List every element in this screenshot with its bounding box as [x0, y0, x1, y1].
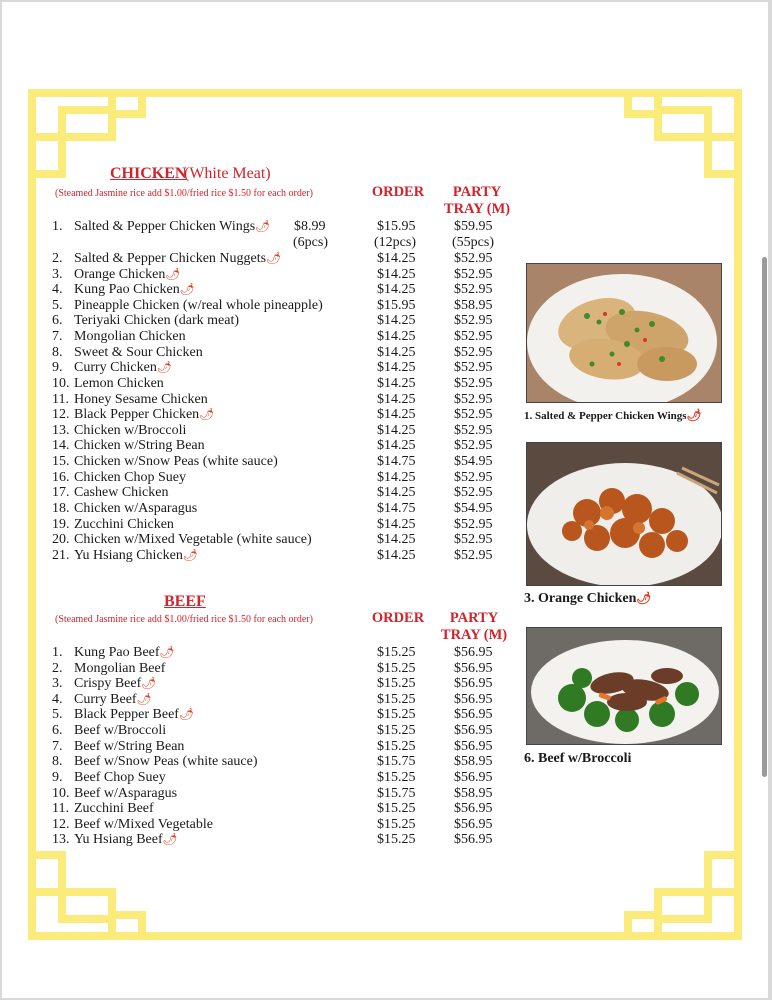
wings-party-qty: (55pcs) — [452, 235, 494, 250]
menu-item-row — [2, 313, 522, 329]
menu-item-row — [2, 251, 522, 267]
menu-item-row — [2, 532, 522, 548]
item-order-price: $14.75 — [377, 500, 416, 516]
menu-item-row — [2, 407, 522, 423]
item-party-price: $54.95 — [454, 454, 493, 470]
item-party-price: $52.95 — [454, 251, 493, 266]
item-name — [74, 832, 178, 848]
item-party-price: $56.95 — [454, 676, 493, 692]
menu-item-row — [2, 754, 522, 770]
item-number: 1. — [52, 219, 63, 234]
item-party-price: $52.95 — [454, 391, 493, 407]
item-order-price: $15.25 — [377, 801, 416, 817]
menu-item-row — [2, 360, 522, 376]
item-name-text: Curry Chicken — [74, 360, 157, 376]
item-order-price: $15.25 — [377, 816, 416, 832]
wings-small-qty: (6pcs) — [293, 235, 328, 250]
item-number: 7. — [52, 329, 63, 345]
item-order-price: $15.95 — [377, 297, 416, 313]
item-number: 14. — [52, 438, 70, 454]
item-order-price: $14.25 — [377, 282, 416, 298]
beef-col-party-line2: TRAY (M) — [440, 627, 508, 643]
item-name-text: Beef w/Mixed Vegetable — [74, 816, 213, 832]
item-party-price: $59.95 — [454, 219, 493, 234]
item-name-text: Beef w/Asparagus — [74, 785, 178, 801]
item-name-text: Curry Beef — [74, 691, 137, 707]
item-name-text: Yu Hsiang Beef — [74, 832, 163, 848]
item-name — [74, 329, 186, 345]
item-order-price: $15.25 — [377, 723, 416, 739]
item-order-price: $14.25 — [377, 422, 416, 438]
item-order-price: $14.75 — [377, 454, 416, 470]
item-order-price: $15.75 — [377, 754, 416, 770]
item-order-price: $15.95 — [377, 219, 416, 234]
item-name-text: Mongolian Chicken — [74, 329, 186, 345]
chicken-rice-note: (Steamed Jasmine rice add $1.00/fried rice $1.50 for each order) — [55, 188, 313, 199]
item-party-price: $52.95 — [454, 407, 493, 423]
item-party-price: $52.95 — [454, 375, 493, 391]
item-order-price: $15.25 — [377, 660, 416, 676]
item-number: 21. — [52, 547, 70, 563]
item-order-price: $14.25 — [377, 469, 416, 485]
item-party-price: $52.95 — [454, 532, 493, 548]
item-name-text: Chicken w/Broccoli — [74, 422, 187, 438]
photo-caption-beef-broccoli: 6. Beef w/Broccoli — [524, 751, 632, 766]
item-number: 11. — [52, 801, 69, 817]
item-name — [74, 676, 157, 692]
chili-icon: 🌶 — [178, 707, 195, 722]
item-name-text: Kung Pao Chicken — [74, 282, 180, 298]
border-corner-top-right — [658, 93, 738, 137]
menu-item-row — [2, 723, 522, 739]
item-party-price: $52.95 — [454, 422, 493, 438]
item-number: 12. — [52, 816, 70, 832]
menu-item-row — [2, 661, 522, 677]
border-corner-bottom-left — [32, 892, 112, 936]
item-order-price: $15.75 — [377, 785, 416, 801]
menu-item-row — [2, 329, 522, 345]
item-order-price: $15.25 — [377, 707, 416, 723]
item-name-text: Salted & Pepper Chicken Wings — [74, 219, 256, 234]
menu-item-row — [2, 423, 522, 439]
menu-item-row — [2, 739, 522, 755]
item-party-price: $52.95 — [454, 547, 493, 563]
photo-caption-wings — [524, 408, 702, 423]
item-party-price: $52.95 — [454, 438, 493, 454]
item-order-price: $14.25 — [377, 360, 416, 376]
item-order-price: $14.25 — [377, 547, 416, 563]
item-name — [74, 548, 198, 564]
item-order-price: $15.25 — [377, 691, 416, 707]
item-name-text: Chicken w/Asparagus — [74, 500, 198, 516]
beef-section-title: BEEF — [164, 593, 206, 610]
menu-item-row — [2, 282, 522, 298]
item-name — [74, 219, 270, 235]
item-name — [74, 282, 195, 298]
menu-item-row — [2, 817, 522, 833]
item-name — [74, 345, 203, 361]
menu-item-row — [2, 801, 522, 817]
chili-icon: 🌶 — [159, 645, 175, 659]
item-party-price: $56.95 — [454, 723, 493, 739]
menu-item-row — [2, 517, 522, 533]
item-name — [74, 801, 154, 817]
menu-page — [2, 2, 768, 998]
chili-icon: 🌶 — [162, 832, 178, 847]
scrollbar-thumb[interactable] — [762, 257, 767, 777]
item-party-price: $56.95 — [454, 832, 493, 848]
chili-icon: 🌶 — [141, 676, 157, 691]
item-name-text: Black Pepper Beef — [74, 707, 179, 723]
item-number: 6. — [52, 723, 63, 739]
item-name-text: Crispy Beef — [74, 676, 142, 692]
item-number: 5. — [52, 707, 63, 723]
chili-icon: 🌶 — [179, 282, 195, 297]
wings-order-qty: (12pcs) — [374, 235, 416, 250]
menu-item-row — [2, 392, 522, 408]
item-name-text: Chicken w/Snow Peas (white sauce) — [74, 454, 278, 470]
item-number: 17. — [52, 485, 70, 501]
item-name — [74, 754, 258, 770]
menu-item-row — [2, 770, 522, 786]
photo-caption-wings-text: 1. Salted & Pepper Chicken Wings — [524, 410, 687, 422]
item-name — [74, 517, 174, 533]
item-name-text: Teriyaki Chicken (dark meat) — [74, 313, 240, 329]
beef-broccoli-photo-illustration — [527, 628, 722, 745]
chicken-col-order: ORDER — [371, 184, 425, 200]
item-party-price: $52.95 — [454, 266, 493, 282]
item-name — [74, 645, 175, 661]
chicken-col-party-line1: PARTY — [452, 184, 502, 200]
menu-item-row — [2, 298, 522, 314]
item-party-price: $52.95 — [454, 360, 493, 376]
border-corner-bottom-right — [658, 892, 738, 936]
item-party-price: $56.95 — [454, 801, 493, 817]
item-order-price: $14.25 — [377, 375, 416, 391]
menu-item-row — [2, 645, 522, 661]
chili-icon: 🌶 — [686, 408, 702, 422]
beef-rice-note: (Steamed Jasmine rice add $1.00/fried rice $1.50 for each order) — [55, 614, 313, 625]
chili-icon: 🌶 — [165, 266, 181, 281]
chicken-col-party-line2: TRAY (M) — [443, 201, 511, 217]
item-name — [74, 532, 312, 548]
menu-item-row — [2, 548, 522, 564]
item-name — [74, 470, 186, 486]
item-number: 19. — [52, 516, 70, 532]
menu-item-row — [2, 832, 522, 848]
item-name — [74, 407, 214, 423]
item-name-text: Zucchini Beef — [74, 801, 154, 817]
wings-photo-illustration — [527, 264, 722, 403]
item-number: 12. — [52, 407, 70, 423]
item-party-price: $56.95 — [454, 816, 493, 832]
item-order-price: $15.25 — [377, 645, 416, 660]
menu-item-row — [2, 692, 522, 708]
item-number: 2. — [52, 660, 63, 676]
item-order-price: $14.25 — [377, 407, 416, 423]
item-name — [74, 454, 278, 470]
item-order-price: $14.25 — [377, 532, 416, 548]
item-name — [74, 770, 166, 786]
item-number: 8. — [52, 344, 63, 360]
item-name — [74, 692, 152, 708]
item-party-price: $58.95 — [454, 785, 493, 801]
item-order-price: $14.25 — [377, 516, 416, 532]
item-name-text: Beef w/Broccoli — [74, 723, 167, 739]
item-number: 4. — [52, 691, 63, 707]
item-name — [74, 817, 213, 833]
item-name-text: Zucchini Chicken — [74, 516, 174, 532]
item-number: 18. — [52, 500, 70, 516]
item-name-text: Black Pepper Chicken — [74, 407, 200, 423]
item-number: 5. — [52, 297, 63, 313]
photo-beef-broccoli — [526, 627, 722, 745]
item-party-price: $56.95 — [454, 769, 493, 785]
item-name-text: Pineapple Chicken (w/real whole pineapple) — [74, 297, 323, 313]
chicken-col-party — [442, 184, 512, 218]
item-number: 9. — [52, 360, 63, 376]
item-name-text: Beef w/Snow Peas (white sauce) — [74, 754, 258, 770]
beef-col-party-line1: PARTY — [449, 610, 499, 626]
item-order-price: $15.25 — [377, 676, 416, 692]
orange-chicken-photo-illustration — [527, 443, 722, 586]
item-order-price: $14.25 — [377, 438, 416, 454]
item-name — [74, 360, 172, 376]
item-name — [74, 251, 281, 267]
menu-item-row — [2, 470, 522, 486]
item-party-price: $58.95 — [454, 754, 493, 770]
item-name — [74, 661, 165, 677]
item-party-price: $52.95 — [454, 344, 493, 360]
item-number: 11. — [52, 391, 69, 407]
chili-icon: 🌶 — [255, 219, 271, 233]
item-name-text: Salted & Pepper Chicken Nuggets — [74, 251, 267, 266]
item-name — [74, 392, 208, 408]
item-name — [74, 485, 168, 501]
item-name-text: Chicken w/String Bean — [74, 438, 205, 454]
item-name-text: Beef w/String Bean — [74, 738, 185, 754]
item-name-text: Cashew Chicken — [74, 485, 169, 501]
item-number: 13. — [52, 422, 70, 438]
item-party-price: $58.95 — [454, 297, 493, 313]
item-number: 3. — [52, 676, 63, 692]
chili-icon: 🌶 — [199, 407, 215, 422]
menu-item-row — [2, 707, 522, 723]
border-corner-top-left — [32, 93, 112, 137]
item-order-price: $14.25 — [377, 485, 416, 501]
item-number: 20. — [52, 532, 70, 548]
item-order-price: $14.25 — [377, 329, 416, 345]
item-order-price: $14.25 — [377, 251, 416, 266]
menu-item-row — [2, 676, 522, 692]
item-name-text: Beef Chop Suey — [74, 769, 166, 785]
menu-item-row — [2, 454, 522, 470]
item-party-price: $52.95 — [454, 516, 493, 532]
item-name-text: Chicken w/Mixed Vegetable (white sauce) — [74, 532, 312, 548]
item-party-price: $52.95 — [454, 485, 493, 501]
item-number: 15. — [52, 454, 70, 470]
item-order-price: $14.25 — [377, 344, 416, 360]
menu-item-row — [2, 219, 522, 235]
item-name — [74, 786, 177, 802]
item-number: 13. — [52, 832, 70, 848]
item-name-text: Sweet & Sour Chicken — [74, 344, 203, 360]
item-number: 16. — [52, 469, 70, 485]
menu-item-row — [2, 345, 522, 361]
item-order-price: $14.25 — [377, 266, 416, 282]
item-party-price: $52.95 — [454, 282, 493, 298]
item-number: 6. — [52, 313, 63, 329]
photo-salted-pepper-wings — [526, 263, 722, 403]
item-party-price: $56.95 — [454, 691, 493, 707]
item-number: 9. — [52, 769, 63, 785]
item-party-price: $54.95 — [454, 500, 493, 516]
item-name — [74, 739, 184, 755]
item-party-price: $52.95 — [454, 469, 493, 485]
item-name-text: Orange Chicken — [74, 266, 166, 282]
beef-col-order: ORDER — [371, 610, 425, 626]
item-name — [74, 423, 186, 439]
item-name — [74, 298, 323, 314]
item-name-text: Honey Sesame Chicken — [74, 391, 208, 407]
wings-small-price: $8.99 — [294, 219, 326, 234]
item-number: 3. — [52, 266, 63, 282]
chili-icon: 🌶 — [136, 691, 152, 706]
menu-item-row — [2, 501, 522, 517]
item-number: 7. — [52, 738, 63, 754]
item-name — [74, 707, 194, 723]
menu-item-row — [2, 485, 522, 501]
item-name-text: Chicken Chop Suey — [74, 469, 186, 485]
chili-icon: 🌶 — [182, 547, 199, 562]
item-order-price: $14.25 — [377, 313, 416, 329]
beef-col-party — [438, 610, 510, 644]
menu-item-row — [2, 376, 522, 392]
item-number: 1. — [52, 645, 63, 660]
item-party-price: $52.95 — [454, 313, 493, 329]
photo-caption-orange-text: 3. Orange Chicken — [524, 591, 637, 606]
item-number: 10. — [52, 785, 70, 801]
chicken-section-subtitle: (White Meat) — [184, 165, 271, 182]
item-number: 4. — [52, 282, 63, 298]
item-party-price: $56.95 — [454, 738, 493, 754]
item-number: 10. — [52, 375, 70, 391]
item-party-price: $56.95 — [454, 645, 493, 660]
chili-icon: 🌶 — [156, 360, 173, 375]
item-order-price: $14.25 — [377, 391, 416, 407]
menu-item-row — [2, 267, 522, 283]
menu-item-row — [2, 786, 522, 802]
item-name-text: Yu Hsiang Chicken — [74, 547, 183, 563]
item-party-price: $56.95 — [454, 660, 493, 676]
item-order-price: $15.25 — [377, 769, 416, 785]
menu-item-row — [2, 438, 522, 454]
photo-orange-chicken — [526, 442, 722, 586]
photo-caption-orange — [524, 591, 652, 607]
item-name — [74, 313, 239, 329]
item-name — [74, 267, 181, 283]
item-name — [74, 723, 166, 739]
chili-icon: 🌶 — [636, 591, 652, 605]
item-name-text: Lemon Chicken — [74, 375, 164, 391]
item-name — [74, 501, 197, 517]
chicken-section-title: CHICKEN — [110, 165, 187, 182]
item-name — [74, 438, 205, 454]
item-order-price: $15.25 — [377, 832, 416, 848]
item-order-price: $15.25 — [377, 738, 416, 754]
item-name-text: Kung Pao Beef — [74, 645, 160, 660]
item-name — [74, 376, 164, 392]
item-number: 8. — [52, 754, 63, 770]
item-party-price: $56.95 — [454, 707, 493, 723]
item-number: 2. — [52, 251, 63, 266]
item-name-text: Mongolian Beef — [74, 660, 166, 676]
item-party-price: $52.95 — [454, 329, 493, 345]
chili-icon: 🌶 — [266, 251, 282, 265]
